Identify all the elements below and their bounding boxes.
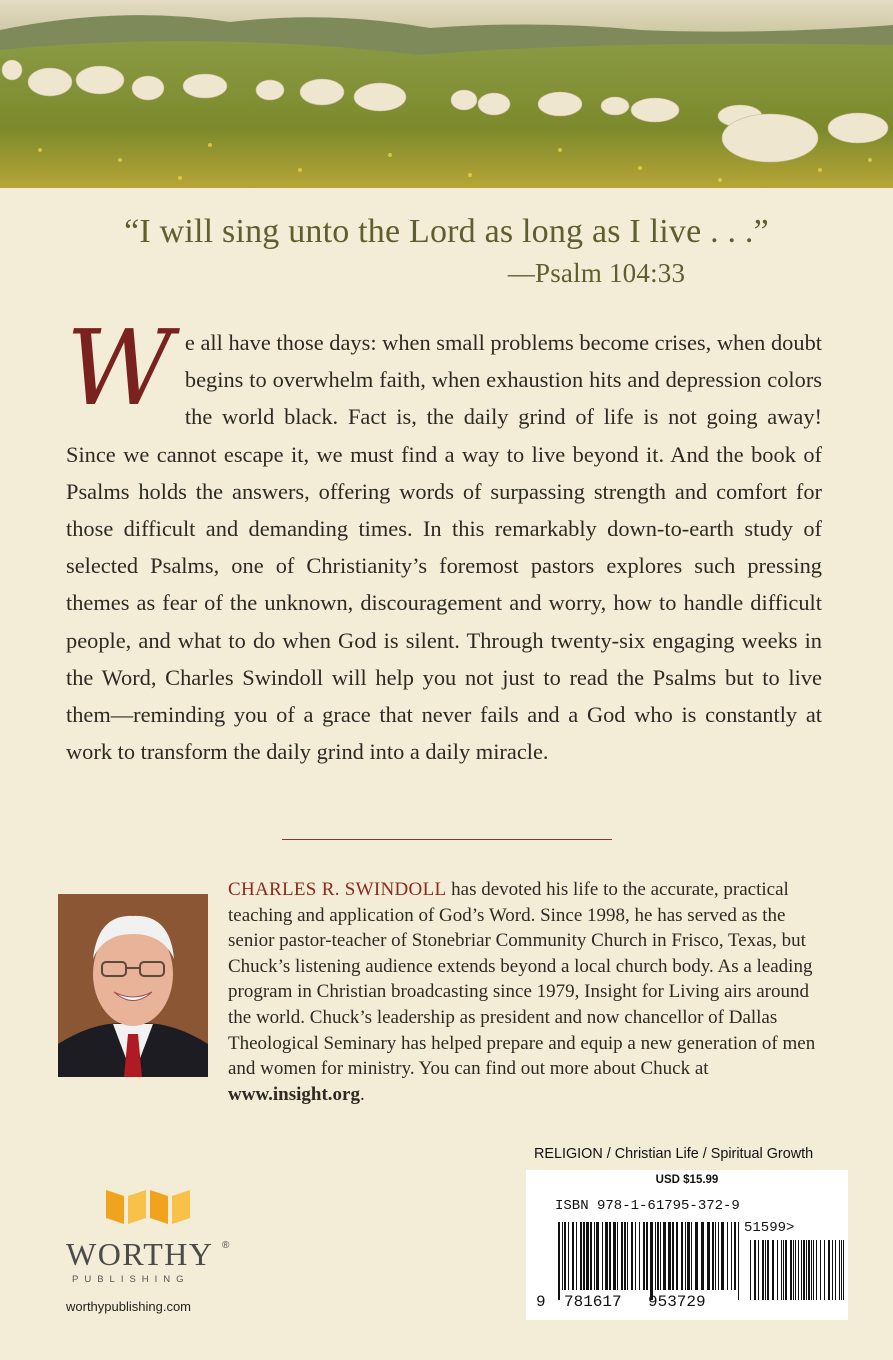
barcode-addon-bar (806, 1240, 807, 1300)
barcode-bar (734, 1222, 736, 1290)
registered-mark: ® (222, 1240, 230, 1251)
barcode-bar (681, 1222, 683, 1290)
barcode-addon-bar (795, 1240, 796, 1300)
barcode-icon (558, 1222, 848, 1302)
barcode-bar (627, 1222, 628, 1290)
hero-image-sheep-field (0, 0, 893, 188)
barcode-bar (564, 1222, 566, 1290)
barcode-addon-bar (754, 1240, 756, 1300)
publisher-website-link[interactable]: worthypublishing.com (66, 1299, 192, 1314)
barcode-bar (655, 1222, 656, 1290)
barcode-panel (526, 1170, 848, 1320)
author-bio-text: has devoted his life to the accurate, practical teaching and application of God’s Word. Since 1998, he has served as the senior pastor-teacher of Stonebriar Community Church in Frisco, Texas, but Chuck’s listening audience extends beyond a local church body. As a leading program in Christian broadcasting since 1979, Insight for Living airs around the world. Chuck’s leadership as president and now chancellor of Dallas Theological Seminary has helped prepare and equip a new generation of men and women for ministry. You can find out more about Chuck at (228, 879, 816, 1080)
ean-first-digit: 9 (536, 1293, 546, 1311)
barcode-bar (707, 1222, 710, 1290)
ean-left-digits: 781617 (564, 1293, 622, 1311)
description-text: e all have those days: when small problems become crises, when doubt begins to overwhelm faith, when exhaustion hits and depression colors the world black. Fact is, the daily grind of life is not going away! Since we cannot escape it, we must find a way to live beyond it. And the book of Psalms holds the answers, offering words of surpassing strength and comfort for those difficult and demanding times. In this remarkably down-to-earth study of selected Psalms, one of Christianity’s foremost pastors explores such pressing themes as fear of the unknown, discouragement and worry, how to handle difficult people, and what to do when God is silent. Through twenty-six engaging weeks in the Word, Charles Swindoll will help you not just to read the Psalms but to live them—reminding you of a grace that never fails and a God who is constantly at work to transform the daily grind into a daily miracle. (66, 330, 822, 765)
barcode-addon-bar (765, 1240, 766, 1300)
barcode-bar (660, 1222, 661, 1290)
barcode-bar (643, 1222, 645, 1290)
barcode-addon-bar (813, 1240, 814, 1300)
barcode-addon-bar (762, 1240, 764, 1300)
author-photo (58, 894, 208, 1077)
barcode-addon-bar (781, 1240, 782, 1300)
barcode-bar (646, 1222, 648, 1290)
barcode-bar (668, 1222, 671, 1290)
author-bio-end: . (359, 1083, 365, 1105)
barcode-bar (685, 1222, 686, 1290)
barcode-addon-bar (808, 1240, 810, 1300)
worthy-book-icon (104, 1184, 244, 1230)
barcode-bar (609, 1222, 611, 1290)
barcode-addon-bar (777, 1240, 778, 1300)
barcode-addon-bar (750, 1240, 751, 1300)
barcode-bar (617, 1222, 618, 1290)
barcode-bar (596, 1222, 599, 1290)
publisher-logo (66, 1184, 246, 1284)
epigraph-quote: “I will sing unto the Lord as long as I live . . .” (124, 213, 769, 250)
barcode-bar (624, 1222, 626, 1290)
barcode-bar (558, 1222, 560, 1300)
barcode-bar (583, 1222, 585, 1290)
barcode-addon-bar (801, 1240, 802, 1300)
barcode-bar (715, 1222, 716, 1290)
barcode-bar (594, 1222, 595, 1290)
barcode-addon-bar (820, 1240, 821, 1300)
author-name: CHARLES R. SWINDOLL (228, 879, 447, 900)
barcode-bar (672, 1222, 674, 1290)
barcode-bar (721, 1222, 724, 1290)
barcode-bar (621, 1222, 623, 1290)
barcode-bar (712, 1222, 714, 1290)
barcode-addon: 51599> (744, 1220, 795, 1236)
publisher-tagline: PUBLISHING (72, 1274, 190, 1285)
price-label: USD $15.99 (655, 1174, 719, 1186)
barcode-addon-bar (790, 1240, 792, 1300)
barcode-addon-bar (828, 1240, 830, 1300)
barcode-bar (602, 1222, 603, 1290)
barcode-addon-bar (841, 1240, 842, 1300)
barcode-bar (605, 1222, 608, 1290)
author-bio (228, 877, 832, 1107)
barcode-bar (695, 1222, 698, 1290)
barcode-bar (657, 1222, 659, 1290)
barcode-bar (590, 1222, 592, 1290)
barcode-bar (562, 1222, 563, 1290)
barcode-addon-bar (816, 1240, 817, 1300)
barcode-addon-bar (793, 1240, 794, 1300)
barcode-addon-bar (803, 1240, 805, 1300)
barcode-bar (701, 1222, 704, 1290)
drop-cap: W (66, 307, 173, 429)
barcode-addon-bar (785, 1240, 787, 1300)
barcode-bar (676, 1222, 678, 1290)
barcode-addon-bar (783, 1240, 784, 1300)
barcode-addon-bar (835, 1240, 836, 1300)
barcode-bar (631, 1222, 633, 1290)
bisac-category: RELIGION / Christian Life / Spiritual Growth (534, 1146, 814, 1162)
barcode-bar (718, 1222, 719, 1290)
barcode-bar (613, 1222, 616, 1290)
barcode-addon-bar (767, 1240, 769, 1300)
barcode-bar (663, 1222, 666, 1290)
barcode-bar (586, 1222, 589, 1290)
barcode-addon-bar (758, 1240, 759, 1300)
epigraph-attribution: —Psalm 104:33 (507, 258, 686, 288)
barcode-bar (639, 1222, 640, 1290)
author-website-link[interactable]: www.insight.org (228, 1083, 360, 1105)
barcode-addon-bar (843, 1240, 844, 1300)
barcode-bar (576, 1222, 577, 1290)
barcode-bar (572, 1222, 574, 1290)
barcode-bar (731, 1222, 732, 1290)
barcode-bar (580, 1222, 582, 1290)
barcode-bar (691, 1222, 692, 1290)
barcode-bar (727, 1222, 728, 1290)
barcode-addon-bar (811, 1240, 812, 1300)
barcode-bar (568, 1222, 569, 1290)
barcode-addon-bar (839, 1240, 840, 1300)
barcode-bar (687, 1222, 690, 1290)
barcode-addon-bar (798, 1240, 799, 1300)
section-divider (282, 839, 612, 840)
book-description (66, 307, 822, 770)
sheep-field-illustration (0, 0, 893, 188)
barcode-addon-bar (832, 1240, 833, 1300)
publisher-name: WORTHY (66, 1236, 214, 1272)
isbn-label: ISBN 978-1-61795-372-9 (555, 1198, 740, 1214)
barcode-bar (635, 1222, 636, 1290)
barcode-bar (738, 1222, 739, 1300)
barcode-addon-bar (772, 1240, 774, 1300)
ean-right-digits: 953729 (648, 1293, 706, 1311)
barcode-bar (650, 1222, 653, 1300)
barcode-addon-bar (824, 1240, 825, 1300)
